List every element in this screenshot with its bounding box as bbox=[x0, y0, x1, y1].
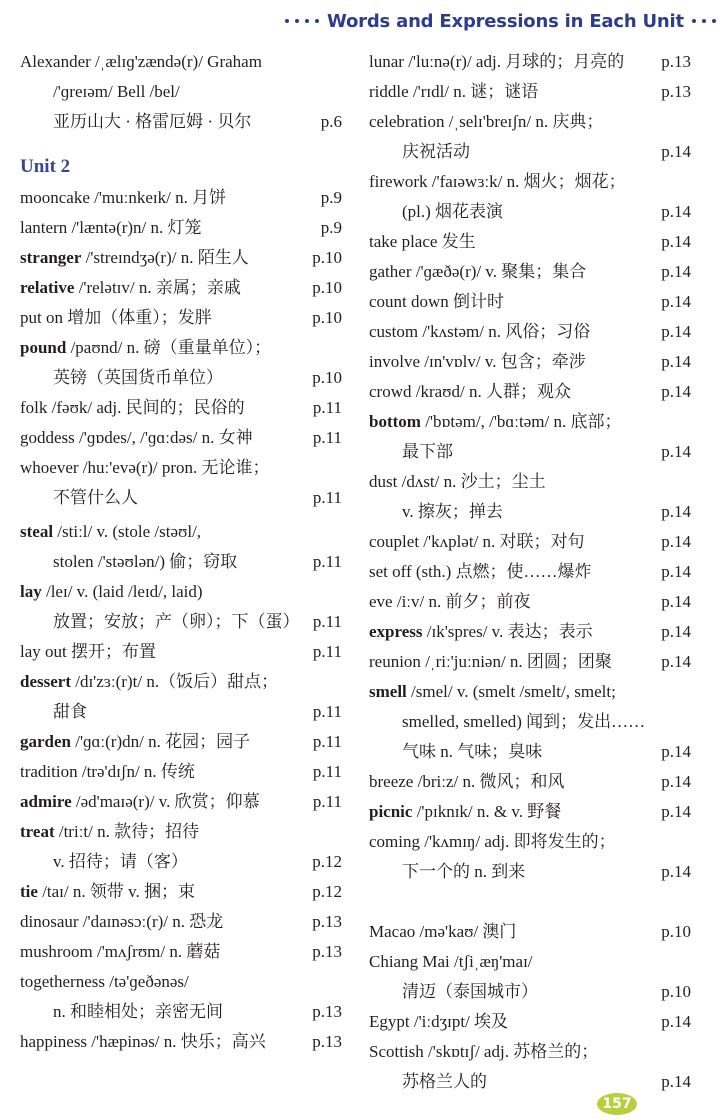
headword: admire bbox=[20, 792, 72, 811]
right-column bbox=[369, 47, 691, 1097]
page-ref: p.14 bbox=[661, 502, 691, 521]
vocab-entry bbox=[369, 287, 691, 317]
entry-definition: /'læntə(r)n/ n. 灯笼 bbox=[67, 218, 202, 237]
headword: treat bbox=[20, 822, 55, 841]
headword: reunion bbox=[369, 652, 421, 671]
page-ref: p.14 bbox=[661, 262, 691, 281]
entry-definition: v. 擦灰；掸去 bbox=[402, 502, 503, 521]
headword: Chiang Mai bbox=[369, 952, 450, 971]
page-ref: p.11 bbox=[312, 642, 342, 661]
entry-definition: /ˌselɪ'breɪʃn/ n. 庆典； bbox=[444, 112, 604, 131]
headword: relative bbox=[20, 278, 75, 297]
vocab-entry bbox=[20, 393, 342, 423]
entry-definition: /'daɪnəsɔː(r)/ n. 恐龙 bbox=[78, 912, 224, 931]
vocab-entry-continuation bbox=[20, 847, 342, 877]
entry-definition: v. 招待；请（客） bbox=[53, 852, 188, 871]
vocab-entry bbox=[369, 647, 691, 677]
entry-definition: /'skɒtɪʃ/ adj. 苏格兰的； bbox=[423, 1042, 599, 1061]
vocab-entry bbox=[20, 787, 342, 817]
page-ref: p.13 bbox=[312, 912, 342, 931]
vocab-entry-continuation bbox=[20, 997, 342, 1027]
headword: whoever bbox=[20, 458, 79, 477]
entry-definition: /'ɡɒdes/, /'ɡɑːdəs/ n. 女神 bbox=[74, 428, 253, 447]
entry-definition: /triːt/ n. 款待；招待 bbox=[54, 822, 200, 841]
vocab-entry bbox=[369, 677, 691, 707]
vocab-entry bbox=[20, 877, 342, 907]
vocab-entry-continuation bbox=[369, 437, 691, 467]
page-ref: p.11 bbox=[312, 428, 342, 447]
entry-definition: /smel/ v. (smelt /smelt/, smelt; bbox=[406, 682, 616, 701]
vocab-entry bbox=[369, 587, 691, 617]
entry-definition: /fəʊk/ adj. 民间的；民俗的 bbox=[47, 398, 245, 417]
vocab-entry bbox=[369, 317, 691, 347]
vocab-entry bbox=[20, 1027, 342, 1057]
vocab-entry-continuation bbox=[20, 547, 342, 577]
page-ref: p.11 bbox=[312, 762, 342, 781]
vocab-entry bbox=[369, 767, 691, 797]
entry-definition: 不管什么人 bbox=[53, 488, 138, 507]
page-ref: p.9 bbox=[320, 218, 342, 237]
entry-definition: 放置；安放；产（卵）；下（蛋） bbox=[53, 612, 300, 631]
entry-definition: /'rɪdl/ n. 谜；谜语 bbox=[408, 82, 539, 101]
headword: garden bbox=[20, 732, 71, 751]
entry-definition: 倒计时 bbox=[448, 292, 505, 311]
entry-definition: /əd'maɪə(r)/ v. 欣赏；仰慕 bbox=[71, 792, 260, 811]
vocab-entry bbox=[20, 517, 342, 547]
headword: togetherness bbox=[20, 972, 105, 991]
entry-definition: /ɪk'spres/ v. 表达；表示 bbox=[422, 622, 593, 641]
entry-definition: /'mʌʃrʊm/ n. 蘑菇 bbox=[92, 942, 221, 961]
headword: eve bbox=[369, 592, 393, 611]
page-ref: p.14 bbox=[661, 202, 691, 221]
headword: Macao bbox=[369, 922, 416, 941]
page-ref: p.14 bbox=[661, 1012, 691, 1031]
entry-definition: /taɪ/ n. 领带 v. 捆；束 bbox=[37, 882, 196, 901]
headword: mushroom bbox=[20, 942, 93, 961]
vocab-entry bbox=[369, 827, 691, 857]
headword: set off (sth.) bbox=[369, 562, 452, 581]
vocab-entry bbox=[20, 937, 342, 967]
vocab-entry bbox=[369, 467, 691, 497]
page-ref: p.13 bbox=[661, 82, 691, 101]
entry-definition: /tʃiˌæŋ'maɪ/ bbox=[449, 952, 533, 971]
entry-definition: /ˌriː'juːniən/ n. 团圆；团聚 bbox=[420, 652, 612, 671]
proper-noun-continuation bbox=[369, 1067, 691, 1097]
entry-definition: stolen /'stəʊlən/) 偷；窃取 bbox=[53, 552, 238, 571]
entry-definition: (pl.) 烟花表演 bbox=[402, 202, 504, 221]
vocab-entry bbox=[20, 303, 342, 333]
page-ref: p.13 bbox=[312, 942, 342, 961]
entry-definition: /'faɪəwɜːk/ n. 烟火；烟花； bbox=[427, 172, 626, 191]
page-ref: p.10 bbox=[312, 248, 342, 267]
headword: dust bbox=[369, 472, 398, 491]
entry-line: Alexander /ˌælɪɡ'zændə(r)/ Graham bbox=[20, 52, 262, 71]
page-ref: p.6 bbox=[320, 112, 342, 131]
entry-definition: /paʊnd/ n. 磅（重量单位）； bbox=[66, 338, 272, 357]
vocab-entry bbox=[369, 107, 691, 137]
page-ref: p.14 bbox=[661, 142, 691, 161]
entry-definition: 甜食 bbox=[53, 702, 87, 721]
headword: happiness bbox=[20, 1032, 88, 1051]
page-ref: p.14 bbox=[661, 382, 691, 401]
entry-definition: 清迈（泰国城市） bbox=[402, 982, 538, 1001]
headword: breeze bbox=[369, 772, 414, 791]
running-header bbox=[285, 6, 720, 36]
proper-noun-entry bbox=[369, 917, 691, 947]
vocab-entry bbox=[20, 243, 342, 273]
headword: Scottish bbox=[369, 1042, 424, 1061]
page-ref: p.14 bbox=[661, 232, 691, 251]
entry-definition: /'ɡæðə(r)/ v. 聚集；集合 bbox=[411, 262, 587, 281]
vocab-entry bbox=[369, 617, 691, 647]
vocab-entry bbox=[20, 333, 342, 363]
proper-noun-list bbox=[369, 917, 691, 1097]
header-title: Words and Expressions in Each Unit bbox=[327, 10, 684, 32]
entry-definition: 庆祝活动 bbox=[402, 142, 470, 161]
headword: smell bbox=[369, 682, 407, 701]
proper-noun-entry bbox=[369, 947, 691, 977]
page-ref: p.14 bbox=[661, 772, 691, 791]
entry-definition: /'iːdʒɪpt/ 埃及 bbox=[409, 1012, 509, 1031]
headword: tradition bbox=[20, 762, 78, 781]
vocab-entry-continuation bbox=[369, 707, 691, 737]
page-ref: p.14 bbox=[661, 802, 691, 821]
entry-line: /'ɡreɪəm/ Bell /bel/ bbox=[53, 82, 180, 101]
entry-definition: /'hæpinəs/ n. 快乐；高兴 bbox=[87, 1032, 266, 1051]
page-ref: p.14 bbox=[661, 622, 691, 641]
page-ref: p.12 bbox=[312, 882, 342, 901]
entry-definition: smelled, smelled) 闻到；发出…… bbox=[402, 712, 646, 731]
entry-definition: 发生 bbox=[437, 232, 476, 251]
vocab-entry-continuation bbox=[369, 137, 691, 167]
entry-definition: /stiːl/ v. (stole /stəʊl/, bbox=[53, 522, 202, 541]
entry-definition: /dʌst/ n. 沙土；尘土 bbox=[397, 472, 546, 491]
page-ref: p.14 bbox=[661, 562, 691, 581]
entry-definition: 苏格兰人的 bbox=[402, 1072, 487, 1091]
unit-heading: Unit 2 bbox=[20, 156, 71, 177]
page-ref: p.14 bbox=[661, 532, 691, 551]
headword: put on bbox=[20, 308, 63, 327]
proper-noun-continuation bbox=[369, 977, 691, 1007]
headword: involve bbox=[369, 352, 420, 371]
headword: coming bbox=[369, 832, 420, 851]
page-ref: p.13 bbox=[661, 52, 691, 71]
entry-definition: /'pɪknɪk/ n. & v. 野餐 bbox=[412, 802, 562, 821]
page-ref: p.11 bbox=[312, 792, 342, 811]
entry-definition: 英镑（英国货币单位） bbox=[53, 368, 223, 387]
headword: lay bbox=[20, 582, 42, 601]
vocab-entry bbox=[20, 667, 342, 697]
vocab-entry-continuation bbox=[20, 697, 342, 727]
page-ref: p.14 bbox=[661, 742, 691, 761]
vocab-entry-list bbox=[369, 47, 691, 887]
vocab-entry bbox=[20, 967, 342, 997]
vocab-entry bbox=[369, 47, 691, 77]
page-ref: p.9 bbox=[320, 188, 342, 207]
proper-noun-entry bbox=[369, 1007, 691, 1037]
vocab-entry bbox=[20, 757, 342, 787]
entry-definition: 点燃；使……爆炸 bbox=[451, 562, 592, 581]
headword: lunar bbox=[369, 52, 404, 71]
entry-definition: 增加（体重）；发胖 bbox=[62, 308, 212, 327]
page-ref: p.14 bbox=[661, 592, 691, 611]
headword: celebration bbox=[369, 112, 445, 131]
vocab-entry bbox=[369, 407, 691, 437]
page-ref: p.14 bbox=[661, 322, 691, 341]
headword: take place bbox=[369, 232, 438, 251]
left-column bbox=[20, 47, 342, 1057]
vocab-entry-alexander-graham-bell bbox=[20, 47, 342, 137]
entry-definition: /'kʌstəm/ n. 风俗；习俗 bbox=[418, 322, 591, 341]
page-ref: p.11 bbox=[312, 732, 342, 751]
vocab-entry bbox=[20, 453, 342, 483]
vocab-entry-list bbox=[20, 183, 342, 1057]
entry-definition: /trə'dɪʃn/ n. 传统 bbox=[77, 762, 195, 781]
vocab-entry-continuation bbox=[369, 857, 691, 887]
entry-definition: 摆开；布置 bbox=[66, 642, 156, 661]
headword: riddle bbox=[369, 82, 409, 101]
entry-definition: /leɪ/ v. (laid /leɪd/, laid) bbox=[41, 582, 203, 601]
headword: crowd bbox=[369, 382, 412, 401]
headword: lantern bbox=[20, 218, 68, 237]
headword: express bbox=[369, 622, 423, 641]
entry-definition: /dɪ'zɜː(r)t/ n.（饭后）甜点； bbox=[70, 672, 279, 691]
vocab-entry bbox=[369, 557, 691, 587]
page-ref: p.14 bbox=[661, 352, 691, 371]
vocab-entry bbox=[369, 377, 691, 407]
vocab-entry bbox=[369, 347, 691, 377]
vocab-entry bbox=[369, 527, 691, 557]
headword: firework bbox=[369, 172, 428, 191]
headword: bottom bbox=[369, 412, 421, 431]
page-ref: p.14 bbox=[661, 292, 691, 311]
vocab-entry bbox=[20, 727, 342, 757]
headword: tie bbox=[20, 882, 38, 901]
vocab-entry bbox=[369, 797, 691, 827]
vocab-entry bbox=[369, 77, 691, 107]
entry-definition: /'kʌmɪŋ/ adj. 即将发生的； bbox=[420, 832, 616, 851]
vocab-entry-continuation bbox=[369, 497, 691, 527]
headword: lay out bbox=[20, 642, 67, 661]
entry-translation: 亚历山大 · 格雷厄姆 · 贝尔 bbox=[53, 112, 252, 131]
page-ref: p.14 bbox=[661, 652, 691, 671]
headword: gather bbox=[369, 262, 412, 281]
page-ref: p.11 bbox=[312, 612, 342, 631]
headword: folk bbox=[20, 398, 48, 417]
entry-definition: 下一个的 n. 到来 bbox=[402, 862, 526, 881]
page-ref: p.11 bbox=[312, 552, 342, 571]
page-ref: p.10 bbox=[312, 368, 342, 387]
page-ref: p.13 bbox=[312, 1032, 342, 1051]
vocab-entry bbox=[369, 257, 691, 287]
page-ref: p.10 bbox=[312, 278, 342, 297]
vocab-entry bbox=[20, 637, 342, 667]
vocab-entry-continuation bbox=[20, 363, 342, 393]
entry-definition: /'kʌplət/ n. 对联；对句 bbox=[419, 532, 585, 551]
page-ref: p.13 bbox=[312, 1002, 342, 1021]
page-ref: p.10 bbox=[661, 982, 691, 1001]
page-ref: p.10 bbox=[661, 922, 691, 941]
entry-definition: /mə'kaʊ/ 澳门 bbox=[415, 922, 517, 941]
headword: Egypt bbox=[369, 1012, 410, 1031]
page-ref: p.11 bbox=[312, 398, 342, 417]
entry-definition: 气味 n. 气味；臭味 bbox=[402, 742, 543, 761]
vocab-entry-continuation bbox=[369, 737, 691, 767]
headword: custom bbox=[369, 322, 419, 341]
entry-definition: /'ɡɑː(r)dn/ n. 花园；园子 bbox=[71, 732, 251, 751]
headword: count down bbox=[369, 292, 449, 311]
vocab-entry-continuation bbox=[20, 483, 342, 513]
entry-definition: /huː'evə(r)/ pron. 无论谁； bbox=[78, 458, 270, 477]
vocab-entry bbox=[20, 817, 342, 847]
headword: goddess bbox=[20, 428, 75, 447]
entry-definition: /'relətɪv/ n. 亲属；亲戚 bbox=[74, 278, 241, 297]
headword: picnic bbox=[369, 802, 413, 821]
page-number-badge: 157 bbox=[597, 1093, 637, 1115]
page-ref: p.11 bbox=[312, 702, 342, 721]
entry-definition: 最下部 bbox=[402, 442, 453, 461]
entry-definition: /ɪn'vɒlv/ v. 包含；牵涉 bbox=[420, 352, 586, 371]
vocab-entry bbox=[369, 227, 691, 257]
section-spacer bbox=[369, 887, 691, 917]
headword: steal bbox=[20, 522, 54, 541]
entry-definition: /'bɒtəm/, /'bɑːtəm/ n. 底部； bbox=[420, 412, 622, 431]
vocab-entry bbox=[20, 273, 342, 303]
headword: couplet bbox=[369, 532, 420, 551]
entry-definition: /'muːnkeɪk/ n. 月饼 bbox=[89, 188, 227, 207]
entry-definition: /'streɪndʒə(r)/ n. 陌生人 bbox=[81, 248, 249, 267]
vocab-entry bbox=[369, 167, 691, 197]
vocab-entry bbox=[20, 183, 342, 213]
entry-definition: /iːv/ n. 前夕；前夜 bbox=[392, 592, 531, 611]
entry-definition: n. 和睦相处；亲密无间 bbox=[53, 1002, 223, 1021]
entry-definition: /kraʊd/ n. 人群；观众 bbox=[411, 382, 571, 401]
headword: mooncake bbox=[20, 188, 90, 207]
headword: dessert bbox=[20, 672, 71, 691]
headword: dinosaur bbox=[20, 912, 79, 931]
entry-definition: /tə'ɡeðənəs/ bbox=[104, 972, 189, 991]
page-ref: p.10 bbox=[312, 308, 342, 327]
page-ref: p.14 bbox=[661, 442, 691, 461]
vocab-entry-continuation bbox=[369, 197, 691, 227]
proper-noun-entry bbox=[369, 1037, 691, 1067]
vocab-entry bbox=[20, 577, 342, 607]
headword: pound bbox=[20, 338, 67, 357]
header-dots-right bbox=[692, 19, 720, 23]
headword: stranger bbox=[20, 248, 82, 267]
page-ref: p.11 bbox=[312, 488, 342, 507]
vocab-entry bbox=[20, 907, 342, 937]
vocab-entry bbox=[20, 423, 342, 453]
page-ref: p.14 bbox=[661, 1072, 691, 1091]
header-dots-left bbox=[285, 19, 319, 23]
entry-definition: /briːz/ n. 微风；和风 bbox=[413, 772, 565, 791]
page-ref: p.12 bbox=[312, 852, 342, 871]
page-ref: p.14 bbox=[661, 862, 691, 881]
entry-definition: /'luːnə(r)/ adj. 月球的；月亮的 bbox=[403, 52, 625, 71]
vocab-entry bbox=[20, 213, 342, 243]
vocab-entry-continuation bbox=[20, 607, 342, 637]
